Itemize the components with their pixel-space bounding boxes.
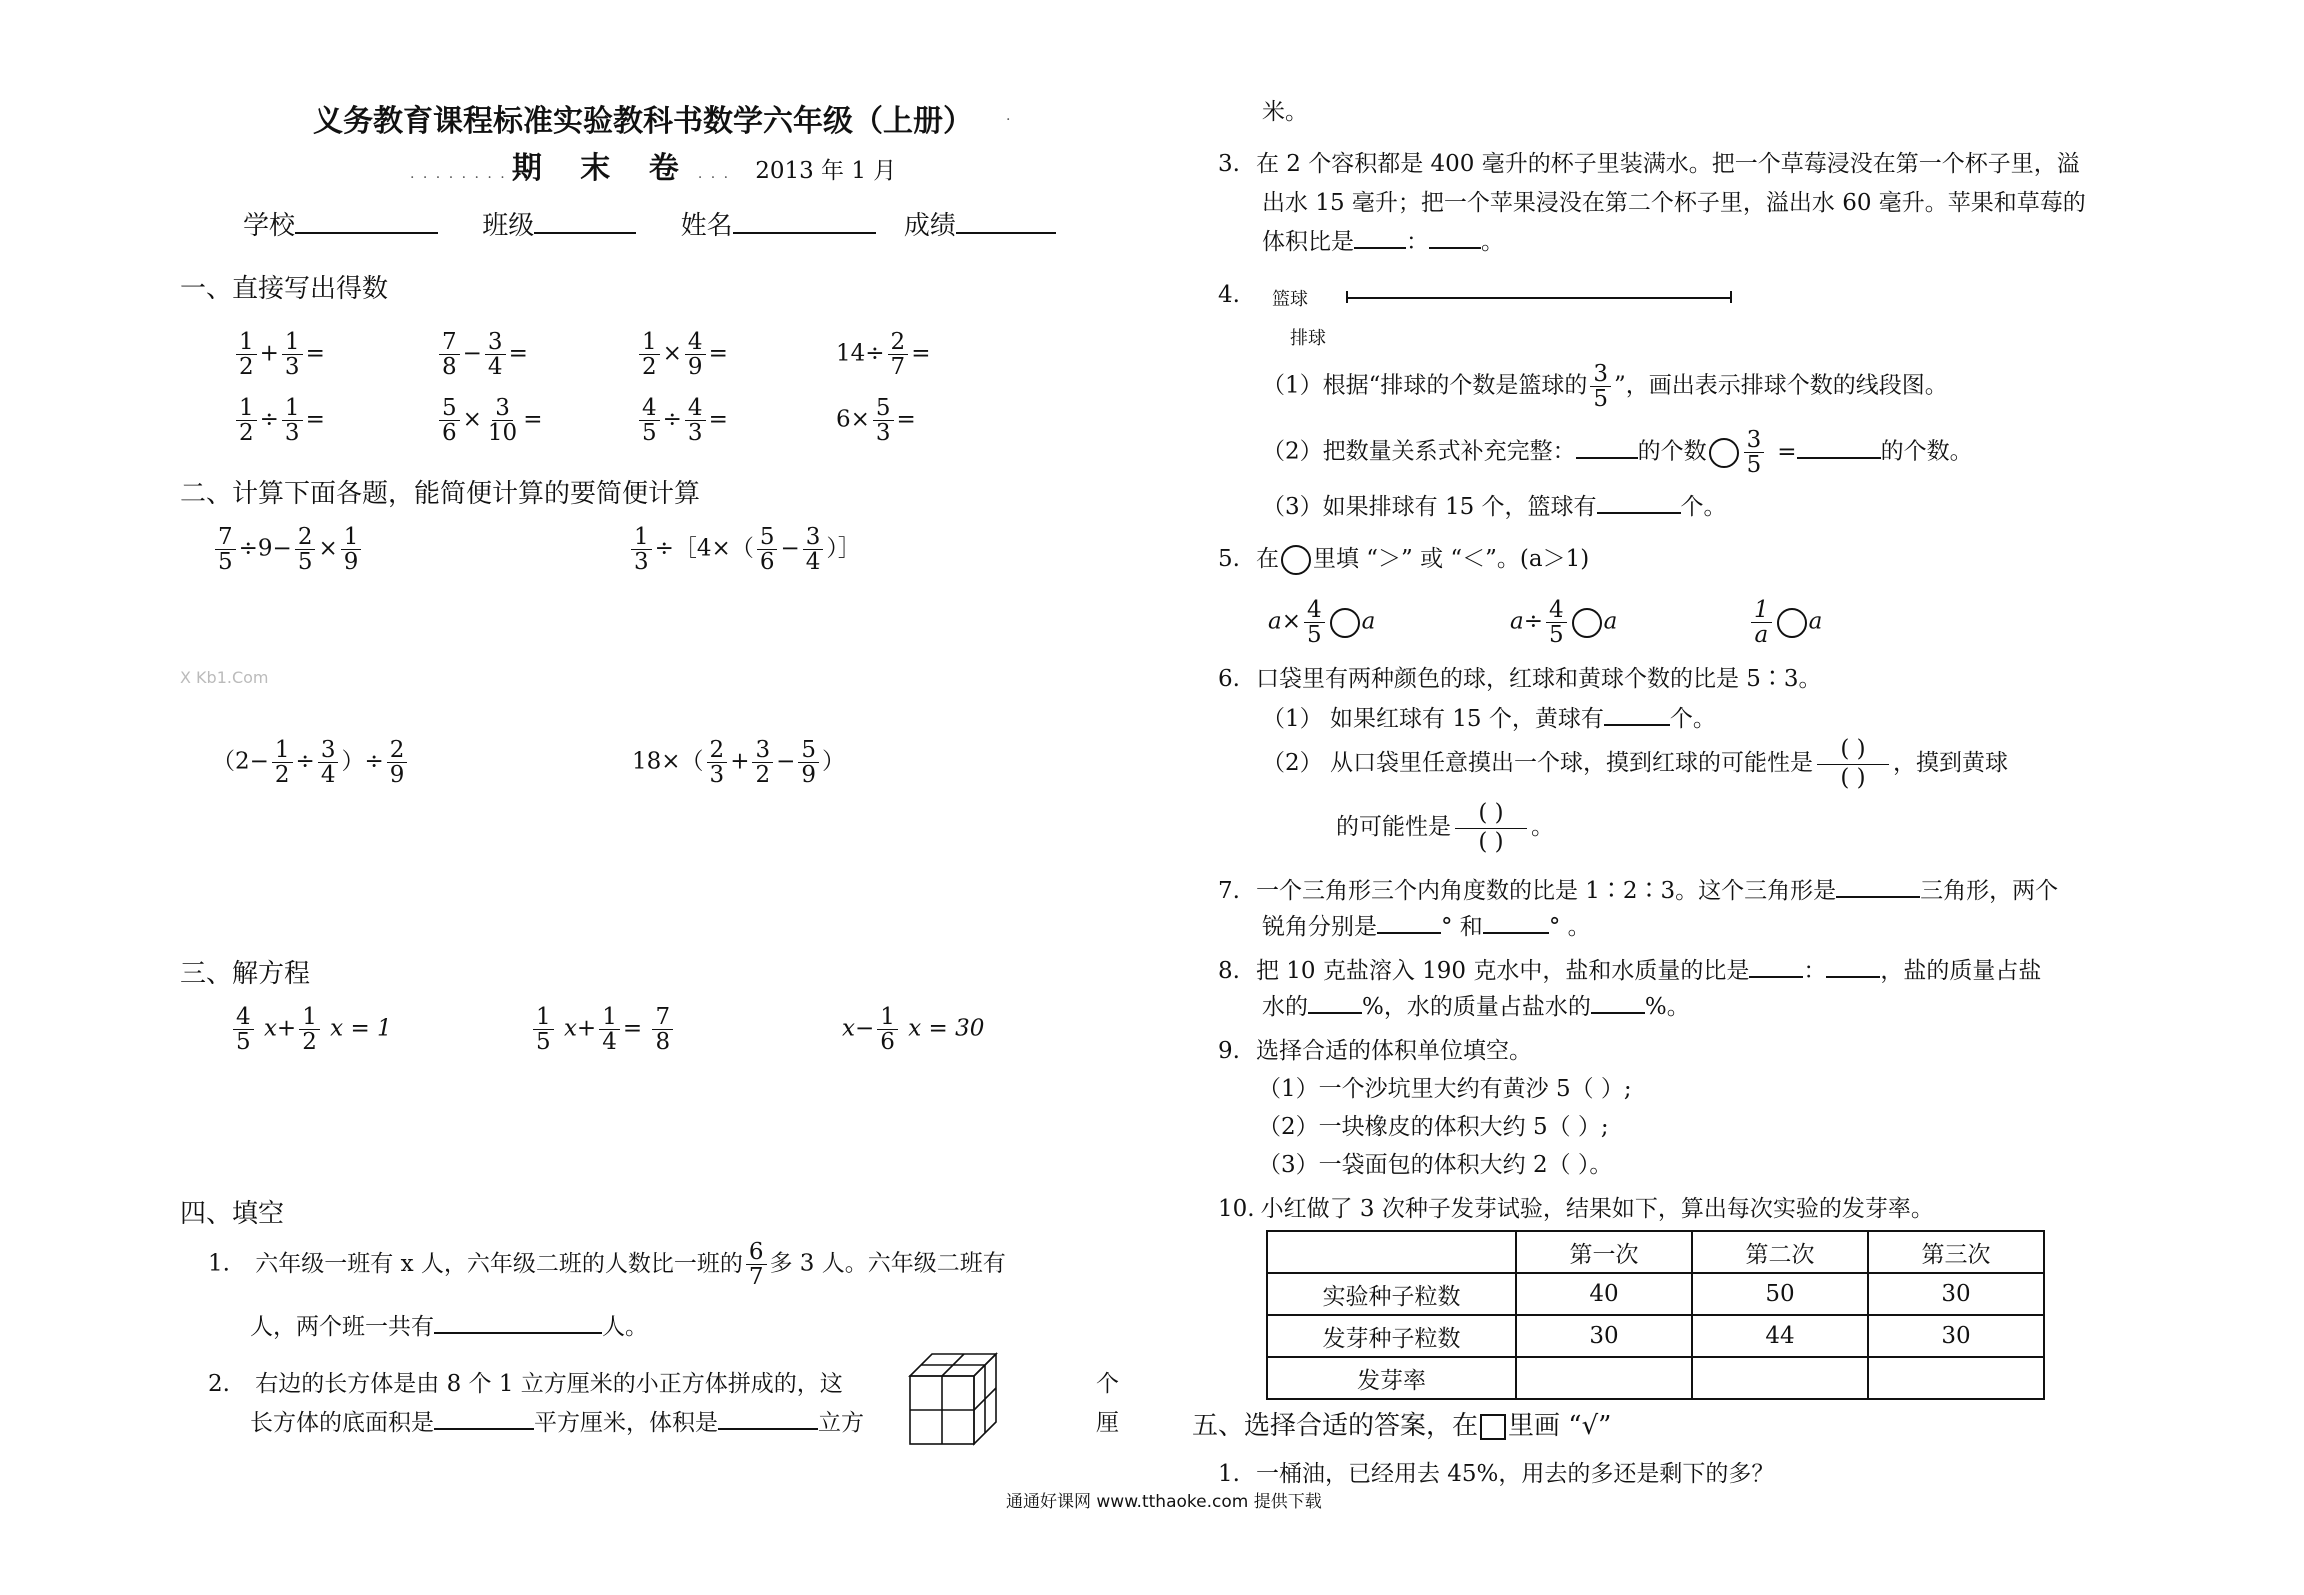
s3-eq-2: $\frac{1}{5}$ x+ $\frac{1}{4}$ = $\frac{7}{8}$ xyxy=(530,1005,676,1054)
s4-q6-p2: （2） 从口袋里任意摸出一个球，摸到红球的可能性是 $\frac{( )}{( )}$ ，摸到黄球 xyxy=(1262,736,2008,791)
compare-circle[interactable] xyxy=(1777,608,1807,638)
compare-circle[interactable] xyxy=(1572,608,1602,638)
s4-q5-e2: a÷ $\frac{4}{5}$ a xyxy=(1510,597,1618,649)
s4-q6-p1: （1） 如果红球有 15 个，黄球有 个。 xyxy=(1262,706,1716,732)
table-cell: 44 xyxy=(1692,1315,1868,1357)
answer-blank[interactable] xyxy=(434,1331,602,1334)
table-row xyxy=(1267,1315,2044,1357)
answer-cell[interactable] xyxy=(1516,1357,1692,1399)
answer-blank[interactable] xyxy=(1826,975,1880,978)
compare-circle[interactable] xyxy=(1330,608,1360,638)
exam-name: 期 末 卷 xyxy=(511,151,693,186)
answer-blank[interactable] xyxy=(1797,456,1881,459)
answer-blank[interactable] xyxy=(1354,246,1406,249)
s4-q2-continuation: 米。 xyxy=(1262,99,1308,125)
name-label: 姓名 xyxy=(680,211,733,241)
table-cell: 实验种子粒数 xyxy=(1267,1273,1516,1315)
table-cell: 发芽种子粒数 xyxy=(1267,1315,1516,1357)
compare-circle[interactable] xyxy=(1709,438,1739,468)
q4-basketball-segment xyxy=(1346,297,1732,299)
q4-segment-tick-right xyxy=(1730,291,1732,303)
s4-q6-p2-line2: 的可能性是 $\frac{( )}{( )}$ 。 xyxy=(1336,800,1554,855)
s4-q4-p1: （1）根据“排球的个数是篮球的 $\frac{3}{5}$ ”，画出表示排球个数的线段图。 xyxy=(1262,361,1948,413)
s2-expr-4: 18×（ $\frac{2}{3}$ + $\frac{3}{2}$ − $\frac{5}{9}$ ） xyxy=(632,737,846,789)
s1-item-5: $\frac{1}{2}$ ÷ $\frac{1}{3}$ = xyxy=(233,396,325,445)
answer-blank[interactable] xyxy=(718,1427,818,1430)
answer-cell[interactable] xyxy=(1868,1357,2044,1399)
s4-q5-e3: $\frac{1}{a}$ a xyxy=(1748,598,1822,647)
section3-title: 三、解方程 xyxy=(180,959,311,989)
table-row xyxy=(1267,1357,2044,1399)
q4-segment-tick-left xyxy=(1346,291,1348,303)
s4-q3: 3. 在 2 个容积都是 400 毫升的杯子里装满水。把一个草莓浸没在第一个杯子里，溢 出水 15 毫升；把一个苹果浸没在第二个杯子里，溢出水 60 毫升。苹果和草莓的 体积比是 ： 。 xyxy=(1218,151,2086,255)
fraction: $\frac{1}{2}$ xyxy=(236,330,257,379)
s1-item-4: 14÷ $\frac{2}{7}$ = xyxy=(836,329,931,381)
table-cell: 50 xyxy=(1692,1273,1868,1315)
cuboid-figure xyxy=(908,1352,1000,1448)
exam-name-dots: . . . . . . . . xyxy=(410,166,507,182)
s4-q4-p3: （3）如果排球有 15 个，篮球有 个。 xyxy=(1262,494,1727,520)
class-label: 班级 xyxy=(482,211,535,241)
table-cell: 发芽率 xyxy=(1267,1357,1516,1399)
name-field[interactable] xyxy=(733,231,876,234)
s4-q8: 8. 把 10 克盐溶入 190 克水中，盐和水质量的比是 ： ，盐的质量占盐 水的 %，水的质量占盐水的 %。 xyxy=(1218,958,2042,1020)
table-cell: 第三次 xyxy=(1868,1231,2044,1273)
s5-q1: 1. 一桶油，已经用去 45%，用去的多还是剩下的多？ xyxy=(1218,1461,1775,1487)
s4-q6-line1: 6. 口袋里有两种颜色的球，红球和黄球个数的比是 5∶3。 xyxy=(1218,666,1822,692)
school-field[interactable] xyxy=(295,231,438,234)
s4-q4-num: 4. xyxy=(1218,282,1240,308)
table-cell: 30 xyxy=(1868,1315,2044,1357)
q4-basketball-label: 篮球 xyxy=(1272,289,1308,310)
probability-fraction[interactable]: $\frac{( )}{( )}$ xyxy=(1455,800,1527,856)
answer-blank[interactable] xyxy=(1483,931,1549,934)
s3-eq-3: x− $\frac{1}{6}$ x = 30 xyxy=(842,1004,985,1056)
s2-expr-2: $\frac{1}{3}$ ÷［4×（ $\frac{5}{6}$ − $\frac{3}{4}$ ）］ xyxy=(628,525,861,574)
watermark: X Kb1.Com xyxy=(180,668,269,687)
table-cell: 第一次 xyxy=(1516,1231,1692,1273)
s4-q10: 10. 小红做了 3 次种子发芽试验，结果如下，算出每次实验的发芽率。 xyxy=(1218,1196,1934,1222)
s2-expr-1: $\frac{7}{5}$ ÷9− $\frac{2}{5}$ × $\frac{1}{9}$ xyxy=(212,525,364,574)
section4-title: 四、填空 xyxy=(180,1199,285,1229)
section2-title: 二、计算下面各题，能简便计算的要简便计算 xyxy=(180,479,701,509)
class-field[interactable] xyxy=(534,231,636,234)
q4-volleyball-label: 排球 xyxy=(1290,328,1326,349)
answer-blank[interactable] xyxy=(1429,246,1481,249)
s4-q7: 7. 一个三角形三个内角度数的比是 1∶2∶3。这个三角形是 三角形，两个 锐角分别是 ° 和 ° 。 xyxy=(1218,878,2059,940)
answer-cell[interactable] xyxy=(1692,1357,1868,1399)
answer-blank[interactable] xyxy=(1597,511,1681,514)
score-label: 成绩 xyxy=(903,211,956,241)
school-label: 学校 xyxy=(243,211,296,241)
page-footer: 通通好课网 www.tthaoke.com 提供下载 xyxy=(1006,1492,1322,1512)
answer-blank[interactable] xyxy=(1604,723,1670,726)
answer-blank[interactable] xyxy=(1591,1011,1645,1014)
s4-q4-p2: （2）把数量关系式补充完整： 的个数 $\frac{3}{5}$ = 的个数。 xyxy=(1262,427,1973,479)
s4-q5: 5. 在 里填 “＞” 或 “＜”。(a＞1) xyxy=(1218,540,1589,575)
exam-name-row xyxy=(410,143,896,187)
table-row xyxy=(1267,1273,2044,1315)
table-header-row xyxy=(1267,1231,2044,1273)
section5-title: 五、选择合适的答案，在 里画 “√” xyxy=(1192,1411,1612,1441)
s4-q5-e1: a× $\frac{4}{5}$ a xyxy=(1268,597,1376,649)
title-dots: . xyxy=(1006,108,1013,124)
answer-blank[interactable] xyxy=(434,1427,534,1430)
checkbox-square-icon xyxy=(1480,1414,1506,1440)
s1-item-8: 6× $\frac{5}{3}$ = xyxy=(836,395,916,447)
table-cell xyxy=(1267,1231,1516,1273)
section1-title: 一、直接写出得数 xyxy=(180,274,389,304)
s4-q2-line1: 2. 右边的长方体是由 8 个 1 立方厘米的小正方体拼成的，这 xyxy=(208,1371,843,1397)
s1-item-1: $\frac{1}{2}$ + $\frac{1}{3}$ = xyxy=(233,330,325,379)
answer-blank[interactable] xyxy=(1576,456,1638,459)
fraction: $\frac{1}{3}$ xyxy=(282,330,303,379)
table-cell: 30 xyxy=(1516,1315,1692,1357)
exam-date: 2013 年 1 月 xyxy=(755,158,897,184)
s4-q2-line2: 长方体的底面积是 平方厘米，体积是 立方 xyxy=(250,1410,864,1436)
table-cell: 40 xyxy=(1516,1273,1692,1315)
s1-item-3: $\frac{1}{2}$ × $\frac{4}{9}$ = xyxy=(636,330,728,379)
s4-q2-side-1: 个 xyxy=(1096,1371,1119,1397)
s3-eq-1: $\frac{4}{5}$ x+ $\frac{1}{2}$ x = 1 xyxy=(230,1005,392,1054)
circle-icon xyxy=(1281,545,1311,575)
s2-expr-3: （2− $\frac{1}{2}$ ÷ $\frac{3}{4}$ ）÷ $\frac{2}{9}$ xyxy=(212,738,410,787)
s4-q9: 9. 选择合适的体积单位填空。 （1）一个沙坑里大约有黄沙 5（ ）; （2）一块橡皮的体积大约 5（ ）; （3）一袋面包的体积大约 2（ ）。 xyxy=(1218,1038,1632,1178)
s4-q1-line1: 1. 六年级一班有 x 人，六年级二班的人数比一班的 $\frac{6}{7}$ 多 3 人。六年级二班有 xyxy=(208,1239,1006,1291)
s1-item-7: $\frac{4}{5}$ ÷ $\frac{4}{3}$ = xyxy=(636,396,728,445)
probability-fraction[interactable]: $\frac{( )}{( )}$ xyxy=(1817,736,1889,792)
s1-item-6: $\frac{5}{6}$ × $\frac{3}{10}$ = xyxy=(436,396,542,445)
table-cell: 30 xyxy=(1868,1273,2044,1315)
table-cell: 第二次 xyxy=(1692,1231,1868,1273)
s4-q2-side-2: 厘 xyxy=(1096,1410,1119,1436)
student-info-row xyxy=(243,205,1056,242)
score-field[interactable] xyxy=(956,231,1056,234)
answer-blank[interactable] xyxy=(1377,931,1441,934)
answer-blank[interactable] xyxy=(1836,895,1920,898)
s4-q1-line2: 人，两个班一共有 人。 xyxy=(250,1314,648,1340)
germination-table xyxy=(1266,1230,2045,1400)
exam-name-dots-right: . . . xyxy=(697,166,731,182)
s1-item-2: $\frac{7}{8}$ − $\frac{3}{4}$ = xyxy=(436,330,528,379)
answer-blank[interactable] xyxy=(1308,1011,1362,1014)
answer-blank[interactable] xyxy=(1749,975,1803,978)
page-title: 义务教育课程标准实验教科书数学六年级（上册） xyxy=(313,104,973,139)
